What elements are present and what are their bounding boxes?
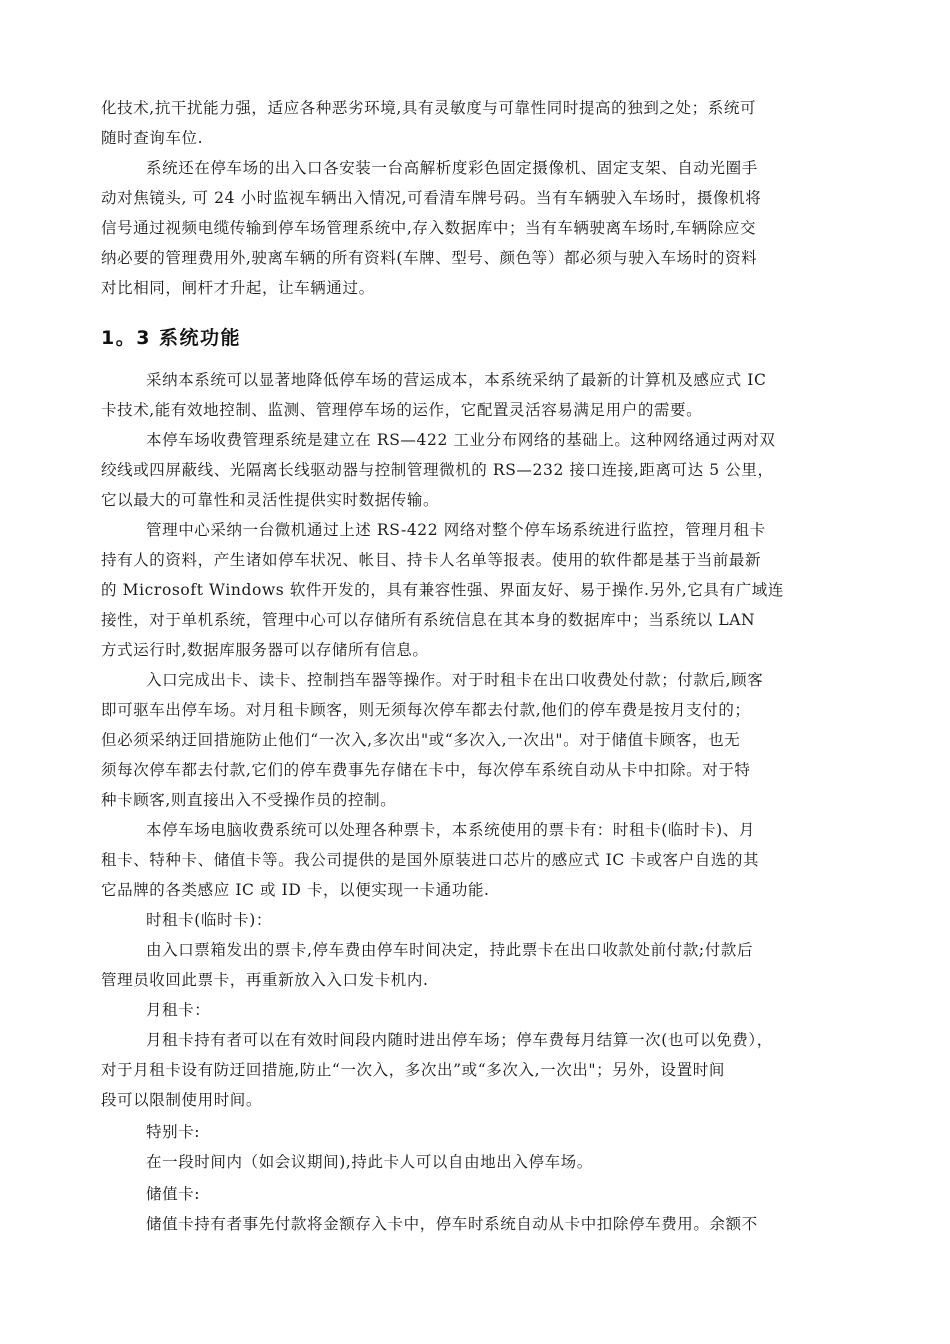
body-line: 本停车场电脑收费系统可以处理各种票卡，本系统使用的票卡有：时租卡(临时卡)、月 [146, 821, 755, 839]
body-line: 管理中心采纳一台微机通过上述 RS-422 网络对整个停车场系统进行监控，管理月租卡 [146, 521, 766, 539]
body-line: 在一段时间内（如会议期间),持此卡人可以自由地出入停车场。 [146, 1153, 593, 1171]
body-line: 绞线或四屏蔽线、光隔离长线驱动器与控制管理微机的 RS—232 接口连接,距离可达 5 公里， [101, 461, 774, 479]
body-line: 入口完成出卡、读卡、控制挡车器等操作。对于时租卡在出口收费处付款；付款后,顾客 [146, 671, 764, 689]
card-type-label: 月租卡： [146, 1001, 211, 1019]
body-line: 段可以限制使用时间。 [101, 1091, 263, 1109]
body-line: 方式运行时,数据库服务器可以存储所有信息。 [101, 641, 429, 659]
body-line: 种卡顾客,则直接出入不受操作员的控制。 [101, 791, 397, 809]
card-type-label: 特别卡: [146, 1123, 201, 1141]
card-type-label: 储值卡: [146, 1185, 201, 1203]
section-heading: 1。3 系统功能 [101, 327, 242, 349]
body-line: 储值卡持有者事先付款将金额存入卡中，停车时系统自动从卡中扣除停车费用。余额不 [146, 1215, 758, 1233]
body-line: 它品牌的各类感应 IC 或 ID 卡，以便实现一卡通功能. [101, 881, 490, 899]
camera-paragraph-line-3: 信号通过视频电缆传输到停车场管理系统中,存入数据库中；当有车辆驶离车场时,车辆除应交 [101, 219, 757, 237]
body-line: 接性，对于单机系统，管理中心可以存储所有系统信息在其本身的数据库中；当系统以 LAN [101, 611, 756, 629]
body-line: 对于月租卡设有防迂回措施,防止“一次入，多次出”或“多次入,一次出"；另外，设置时间 [101, 1061, 725, 1079]
body-line: 的 Microsoft Windows 软件开发的，具有兼容性强、界面友好、易于操作.另外,它具有广域连 [101, 581, 784, 599]
body-line: 管理员收回此票卡，再重新放入入口发卡机内. [101, 971, 429, 989]
card-type-label: 时租卡(临时卡)： [146, 911, 272, 929]
body-line: 须每次停车都去付款,它们的停车费事先存储在卡中，每次停车系统自动从卡中扣除。对于特 [101, 761, 751, 779]
body-line: 由入口票箱发出的票卡,停车费由停车时间决定，持此票卡在出口收款处前付款;付款后 [146, 941, 754, 959]
camera-paragraph-line-2: 动对焦镜头, 可 24 小时监视车辆出入情况,可看清车牌号码。当有车辆驶入车场时，摄像机将 [101, 189, 762, 207]
camera-paragraph-line-4: 纳必要的管理费用外,驶离车辆的所有资料(车牌、型号、颜色等）都必须与驶入车场时的资料 [101, 249, 758, 267]
intro-line-1: 化技术,抗干扰能力强，适应各种恶劣环境,具有灵敏度与可靠性同时提高的独到之处；系统可 [101, 99, 757, 117]
body-line: 月租卡持有者可以在有效时间段内随时进出停车场；停车费每月结算一次(也可以免费）， [146, 1031, 773, 1049]
intro-line-2: 随时查询车位. [101, 129, 204, 147]
body-line: 本停车场收费管理系统是建立在 RS—422 工业分布网络的基础上。这种网络通过两对双 [146, 431, 776, 449]
body-line: 持有人的资料，产生诸如停车状况、帐目、持卡人名单等报表。使用的软件都是基于当前最新 [101, 551, 762, 569]
camera-paragraph-line-1: 系统还在停车场的出入口各安装一台高解析度彩色固定摄像机、固定支架、自动光圈手 [146, 159, 758, 177]
body-line: 卡技术,能有效地控制、监测、管理停车场的运作，它配置灵活容易满足用户的需要。 [101, 401, 703, 419]
body-line: 它以最大的可靠性和灵活性提供实时数据传输。 [101, 491, 440, 509]
body-line: 租卡、特种卡、储值卡等。我公司提供的是国外原装进口芯片的感应式 IC 卡或客户自选的其 [101, 851, 760, 869]
camera-paragraph-line-5: 对比相同，闸杆才升起，让车辆通过。 [101, 279, 375, 297]
body-line: 采纳本系统可以显著地降低停车场的营运成本，本系统采纳了最新的计算机及感应式 IC [146, 371, 767, 389]
body-line: 但必须采纳迂回措施防止他们“一次入,多次出"或“多次入,一次出"。对于储值卡顾客，也无 [101, 731, 741, 749]
body-line: 即可驱车出停车场。对月租卡顾客，则无须每次停车都去付款,他们的停车费是按月支付的； [101, 701, 751, 719]
